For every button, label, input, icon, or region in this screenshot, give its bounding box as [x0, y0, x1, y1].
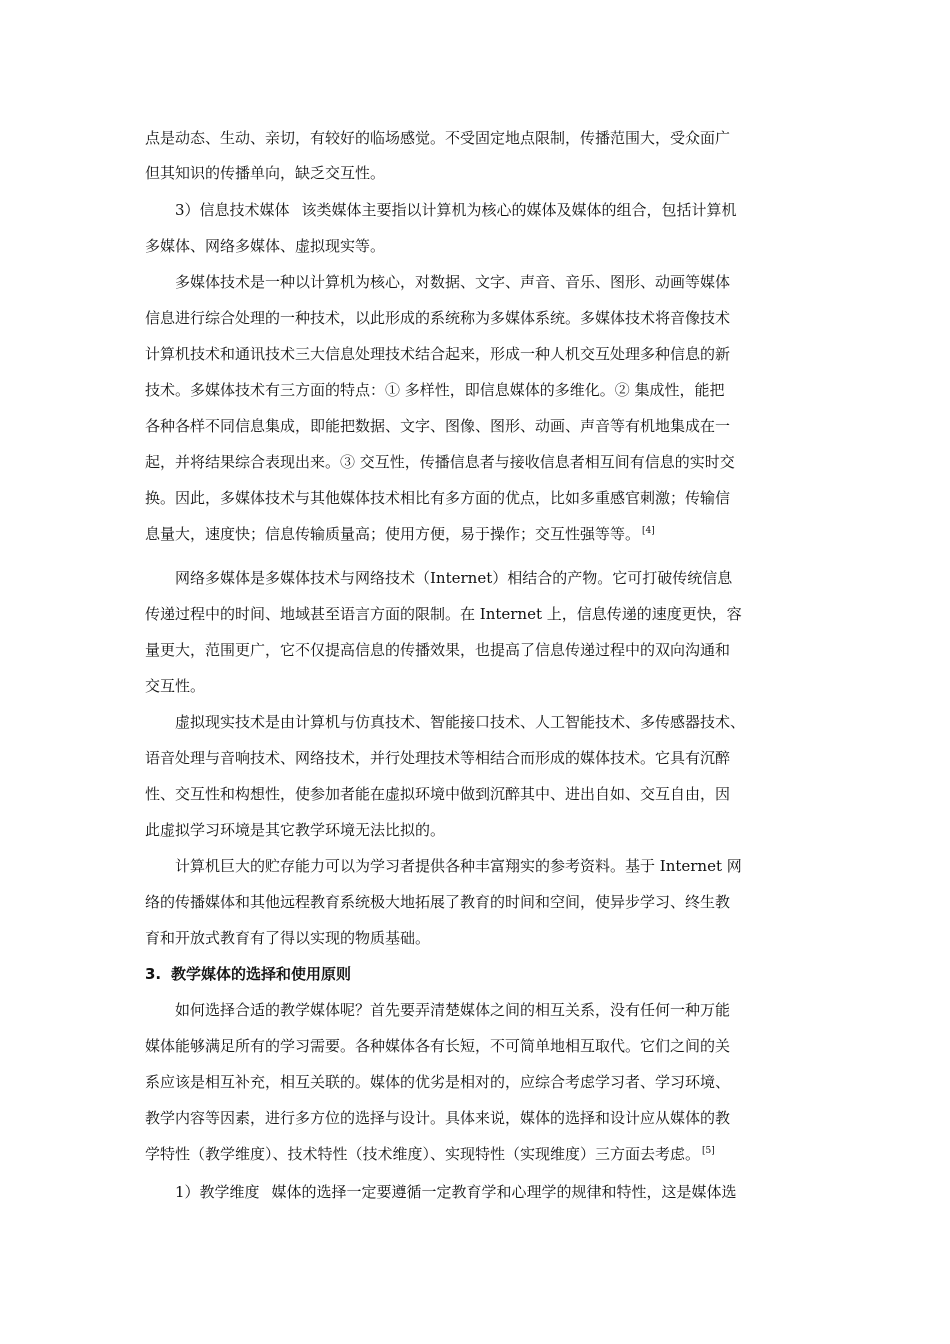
list-term: 1）教学维度 — [175, 1183, 260, 1201]
list-text: 该类媒体主要指以计算机为核心的媒体及媒体的组合，包括计算机 — [301, 201, 737, 219]
text-line — [175, 1182, 810, 1202]
text-line: 点是动态、生动、亲切，有较好的临场感觉。不受固定地点限制，传播范围大，受众面广 — [145, 129, 731, 147]
text-line: 教学内容等因素，进行多方位的选择与设计。具体来说，媒体的选择和设计应从媒体的教 — [145, 1109, 731, 1127]
text-line: 网络多媒体是多媒体技术与网络技术（Internet）相结合的产物。它可打破传统信息 — [175, 569, 733, 587]
text-line: 交互性。 — [145, 677, 206, 695]
citation-ref: [5] — [702, 1146, 715, 1156]
text-line — [175, 200, 810, 220]
text-line: 此虚拟学习环境是其它教学环境无法比拟的。 — [145, 821, 446, 839]
text-line: 计算机技术和通讯技术三大信息处理技术结合起来，形成一种人机交互处理多种信息的新 — [145, 345, 731, 363]
text-line: 络的传播媒体和其他远程教育系统极大地拓展了教育的时间和空间，使异步学习、终生教 — [145, 893, 731, 911]
list-term: 3）信息技术媒体 — [175, 201, 290, 219]
text-line: 信息进行综合处理的一种技术，以此形成的系统称为多媒体系统。多媒体技术将音像技术 — [145, 309, 731, 327]
text-line: 系应该是相互补充，相互关联的。媒体的优劣是相对的，应综合考虑学习者、学习环境、 — [145, 1073, 731, 1091]
text-line: 技术。多媒体技术有三方面的特点：① 多样性，即信息媒体的多维化。② 集成性，能把 — [145, 381, 725, 399]
text-line: 换。因此，多媒体技术与其他媒体技术相比有多方面的优点，比如多重感官刺激；传输信 — [145, 489, 731, 507]
text-line: 性、交互性和构想性，使参加者能在虚拟环境中做到沉醉其中、进出自如、交互自由，因 — [145, 785, 731, 803]
section-heading — [145, 964, 810, 984]
text-span: 学特性（教学维度）、技术特性（技术维度）、实现特性（实现维度）三方面去考虑。 — [145, 1145, 701, 1163]
text-line: 多媒体、网络多媒体、虚拟现实等。 — [145, 237, 386, 255]
text-line: 媒体能够满足所有的学习需要。各种媒体各有长短，不可简单地相互取代。它们之间的关 — [145, 1037, 731, 1055]
text-line: 语音处理与音响技术、网络技术，并行处理技术等相结合而形成的媒体技术。它具有沉醉 — [145, 749, 731, 767]
section-title: 教学媒体的选择和使用原则 — [171, 965, 352, 983]
text-line: 计算机巨大的贮存能力可以为学习者提供各种丰富翔实的参考资料。基于 Internet 网 — [175, 857, 742, 875]
text-line: 虚拟现实技术是由计算机与仿真技术、智能接口技术、人工智能技术、多传感器技术、 — [175, 713, 746, 731]
text-line — [145, 524, 810, 544]
text-line: 多媒体技术是一种以计算机为核心，对数据、文字、声音、音乐、图形、动画等媒体 — [175, 273, 731, 291]
list-text: 媒体的选择一定要遵循一定教育学和心理学的规律和特性，这是媒体选 — [271, 1183, 737, 1201]
text-line — [145, 1144, 810, 1164]
text-span: 息量大，速度快；信息传输质量高；使用方便，易于操作；交互性强等等。 — [145, 525, 641, 543]
section-number: 3. — [145, 965, 162, 983]
text-line: 如何选择合适的教学媒体呢？首先要弄清楚媒体之间的相互关系，没有任何一种万能 — [175, 1001, 731, 1019]
text-line: 但其知识的传播单向，缺乏交互性。 — [145, 164, 386, 182]
citation-ref: [4] — [642, 526, 655, 536]
text-line: 量更大，范围更广，它不仅提高信息的传播效果，也提高了信息传递过程中的双向沟通和 — [145, 641, 731, 659]
text-line: 各种各样不同信息集成，即能把数据、文字、图像、图形、动画、声音等有机地集成在一 — [145, 417, 731, 435]
text-line: 起，并将结果综合表现出来。③ 交互性，传播信息者与接收信息者相互间有信息的实时交 — [145, 453, 735, 471]
text-line: 传递过程中的时间、地域甚至语言方面的限制。在 Internet 上，信息传递的速度更快，容 — [145, 605, 742, 623]
text-line: 育和开放式教育有了得以实现的物质基础。 — [145, 929, 431, 947]
